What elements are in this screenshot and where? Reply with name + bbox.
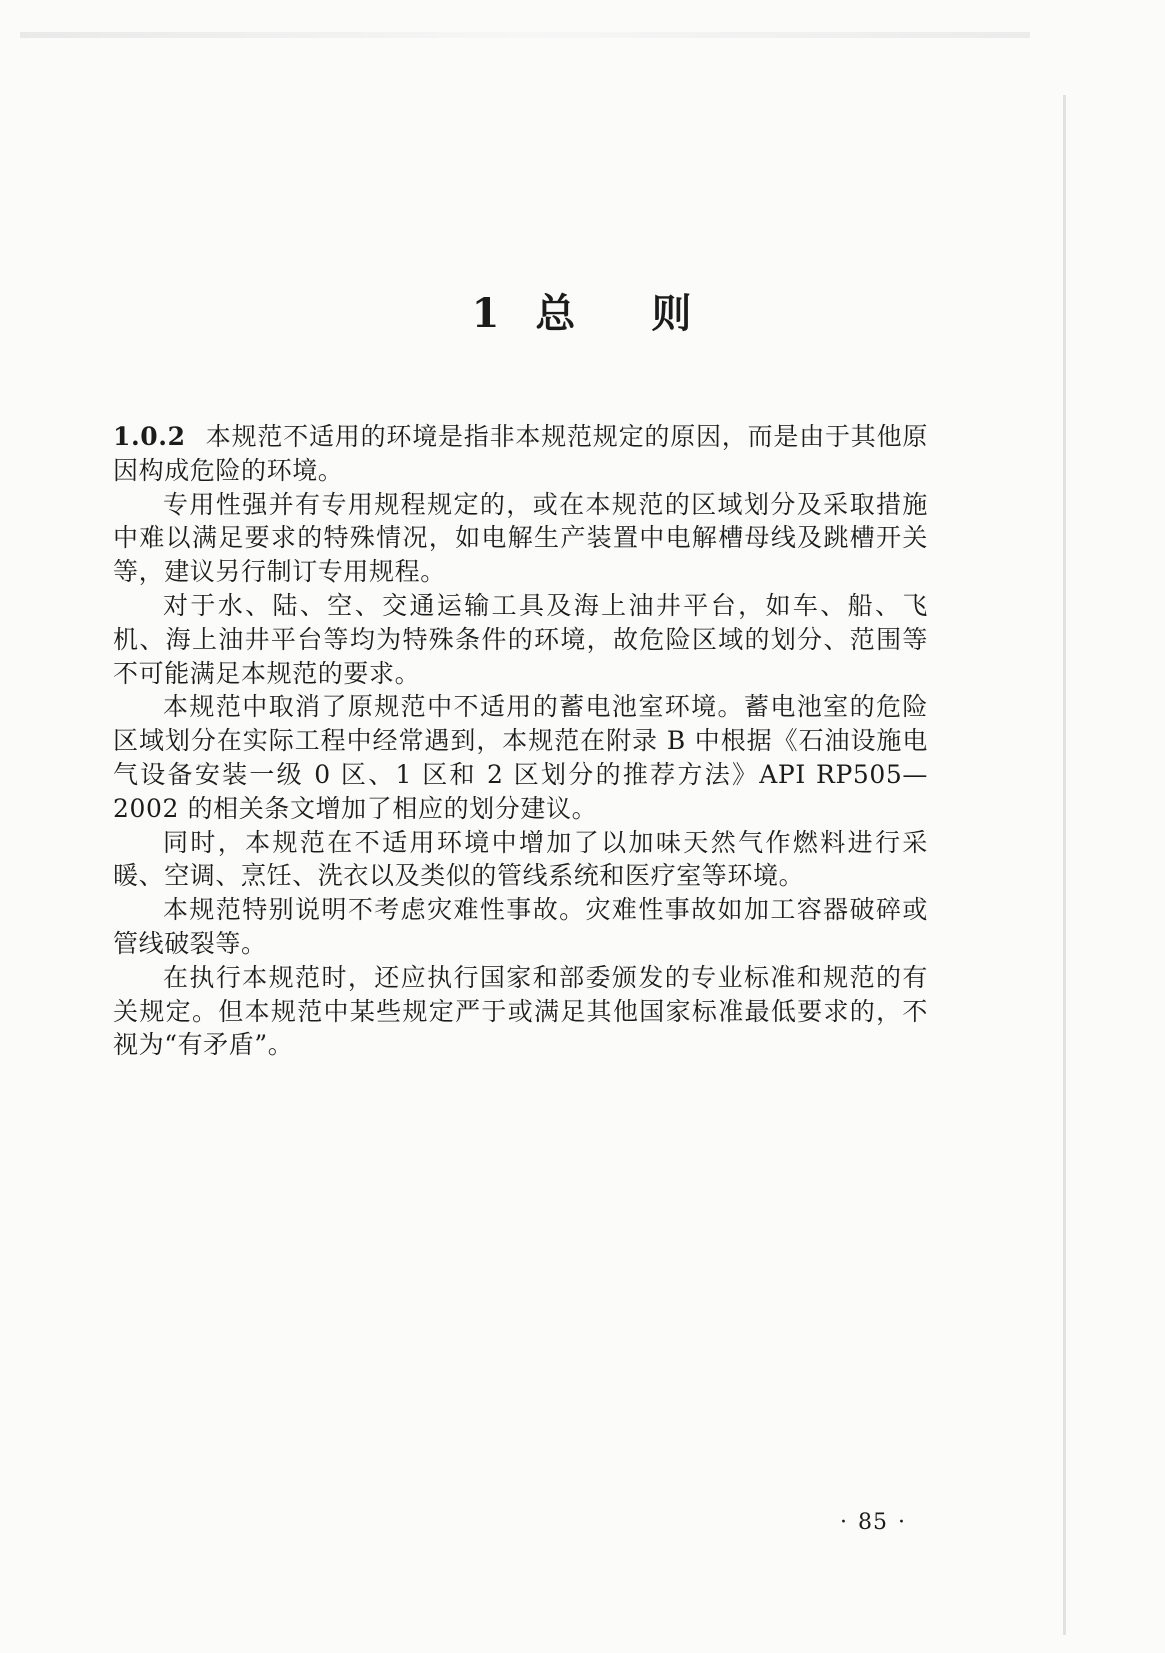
scan-edge-top: [20, 32, 1030, 38]
paragraph: 本规范特别说明不考虑灾难性事故。灾难性事故如加工容器破碎或管线破裂等。: [113, 895, 928, 958]
page-number: [830, 1510, 916, 1536]
paragraph: 同时，本规范在不适用环境中增加了以加味天然气作燃料进行采暖、空调、烹饪、洗衣以及类似的管线系统和医疗室等环境。: [113, 827, 928, 891]
chapter-number: 1: [471, 290, 502, 337]
clause-number: 1.0.2: [113, 422, 186, 451]
chapter-title: [0, 290, 1165, 338]
paragraph: 本规范中取消了原规范中不适用的蓄电池室环境。蓄电池室的危险区域划分在实际工程中经常遇到，本规范在附录 B 中根据《石油设施电气设备安装一级 0 区、1 区和 2 区划分的推荐方法》API RP505—2002 的相关条文增加了相应的划分建议。: [113, 692, 928, 823]
paragraph-text: 本规范不适用的环境是指非本规范规定的原因，而是由于其他原因构成危险的环境。: [113, 422, 928, 485]
page-number-value: 85: [858, 1510, 888, 1535]
page-number-bullet-right: ·: [898, 1510, 906, 1535]
paragraph: 在执行本规范时，还应执行国家和部委颁发的专业标准和规范的有关规定。但本规范中某些规定严于或满足其他国家标准最低要求的，不视为“有矛盾”。: [113, 962, 928, 1060]
chapter-title-char-2: 则: [651, 290, 694, 337]
paragraph: [113, 420, 928, 488]
paragraph: 专用性强并有专用规程规定的，或在本规范的区域划分及采取措施中难以满足要求的特殊情况，如电解生产装置中电解槽母线及跳槽开关等，建议另行制订专用规程。: [113, 489, 928, 587]
body-text: [113, 420, 928, 1062]
page-number-bullet-left: ·: [840, 1510, 848, 1535]
chapter-title-char-1: 总: [535, 290, 578, 337]
paragraph: 对于水、陆、空、交通运输工具及海上油井平台，如车、船、飞机、海上油井平台等均为特殊条件的环境，故危险区域的划分、范围等不可能满足本规范的要求。: [113, 590, 928, 688]
